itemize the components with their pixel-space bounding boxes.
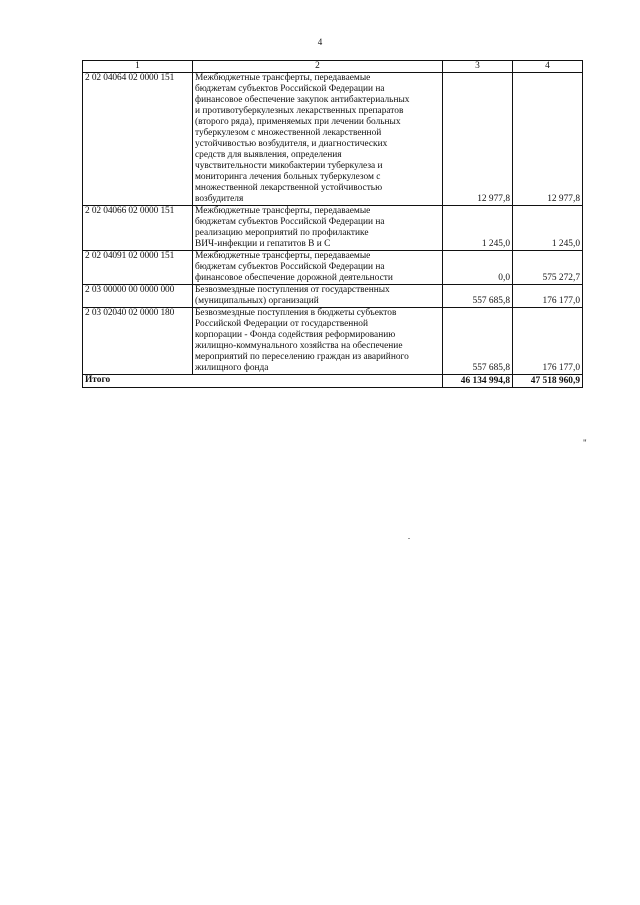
row-value-col4: 12 977,8 — [513, 73, 583, 206]
row-value-col3: 0,0 — [443, 251, 513, 285]
row-code: 2 03 02040 02 0000 180 — [83, 308, 193, 375]
row-value-col3: 557 685,8 — [443, 285, 513, 308]
total-value-col3: 46 134 994,8 — [443, 375, 513, 388]
table-row — [83, 73, 583, 206]
row-code: 2 02 04066 02 0000 151 — [83, 206, 193, 251]
table-row — [83, 206, 583, 251]
row-value-col4: 1 245,0 — [513, 206, 583, 251]
row-description: Безвозмездные поступления от государственных (муниципальных) организаций — [193, 285, 443, 308]
table-row — [83, 285, 583, 308]
row-code: 2 02 04091 02 0000 151 — [83, 251, 193, 285]
header-col-2: 2 — [193, 61, 443, 73]
row-description: Межбюджетные трансферты, передаваемые бюджетам субъектов Российской Федерации на финансовое обеспечение закупок антибактериальных и противотуберкулезных лекарственных препаратов (второго ряда), применяемых при лечении больных туберкулезом с множественной лекарственной устойчивостью возбудителя, и диагностических средств для выявления, определения чувствительности микобактерии туберкулеза и мониторинга лечения больных туберкулезом с множественной лекарственной устойчивостью возбудителя — [193, 73, 443, 206]
row-value-col3: 12 977,8 — [443, 73, 513, 206]
budget-table — [82, 60, 583, 388]
row-code: 2 02 04064 02 0000 151 — [83, 73, 193, 206]
table-row — [83, 308, 583, 375]
row-value-col4: 176 177,0 — [513, 285, 583, 308]
total-value-col4: 47 518 960,9 — [513, 375, 583, 388]
row-description: Межбюджетные трансферты, передаваемые бюджетам субъектов Российской Федерации на реализацию мероприятий по профилактике ВИЧ-инфекции и гепатитов В и С — [193, 206, 443, 251]
total-row — [83, 375, 583, 388]
row-code: 2 03 00000 00 0000 000 — [83, 285, 193, 308]
row-value-col4: 176 177,0 — [513, 308, 583, 375]
row-value-col4: 575 272,7 — [513, 251, 583, 285]
scan-speck — [408, 538, 410, 539]
row-description: Межбюджетные трансферты, передаваемые бюджетам субъектов Российской Федерации на финансовое обеспечение дорожной деятельности — [193, 251, 443, 285]
row-description: Безвозмездные поступления в бюджеты субъектов Российской Федерации от государственной корпорации - Фонда содействия реформированию жилищно-коммунального хозяйства на обеспечение мероприятий по переселению граждан из аварийного жилищного фонда — [193, 308, 443, 375]
row-value-col3: 557 685,8 — [443, 308, 513, 375]
header-col-1: 1 — [83, 61, 193, 73]
closing-quote: " — [583, 438, 587, 448]
row-value-col3: 1 245,0 — [443, 206, 513, 251]
page-number: 4 — [317, 37, 323, 47]
total-label: Итого — [83, 375, 443, 388]
table-header-row — [83, 61, 583, 73]
table-row — [83, 251, 583, 285]
header-col-3: 3 — [443, 61, 513, 73]
header-col-4: 4 — [513, 61, 583, 73]
